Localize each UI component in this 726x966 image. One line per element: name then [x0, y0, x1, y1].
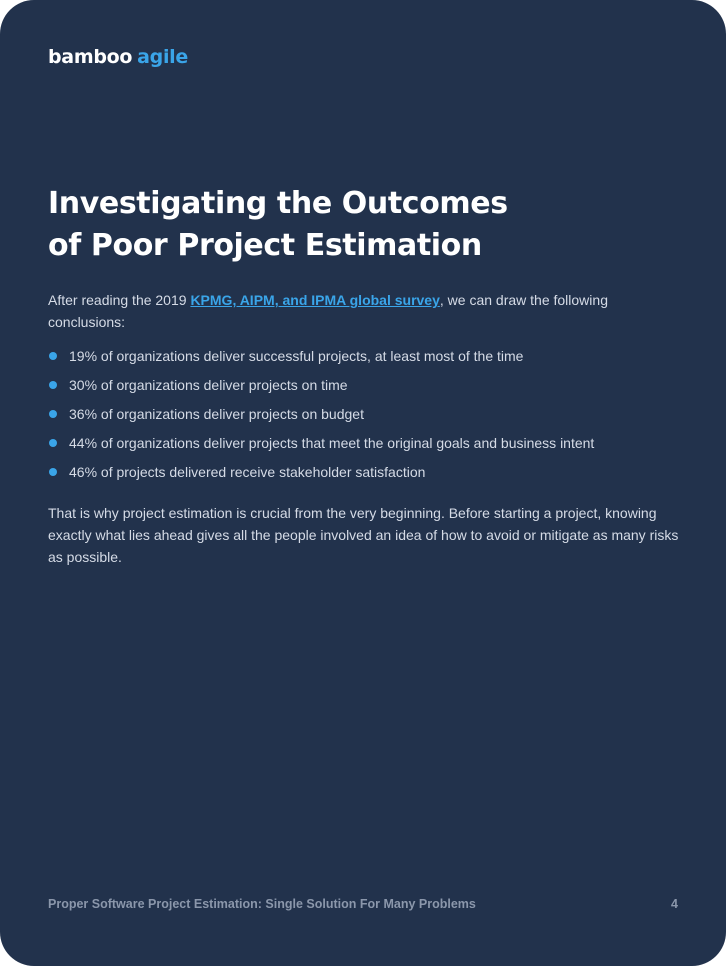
list-item: [48, 374, 688, 403]
logo-word-bamboo: bamboo: [48, 46, 133, 68]
list-item: [48, 432, 688, 461]
bullet-dot-icon: [49, 410, 57, 418]
bullet-dot-icon: [49, 352, 57, 360]
list-item: [48, 345, 688, 374]
page-title: [48, 183, 688, 267]
survey-link[interactable]: KPMG, AIPM, and IPMA global survey: [190, 292, 440, 308]
intro-text-after: , we can draw the following conclusions:: [48, 292, 608, 330]
footer-document-title: Proper Software Project Estimation: Single Solution For Many Problems: [48, 897, 476, 911]
page-number: 4: [671, 897, 678, 911]
list-item-text: 46% of projects delivered receive stakeholder satisfaction: [69, 464, 426, 480]
logo-word-agile: agile: [137, 46, 188, 68]
list-item: [48, 461, 688, 490]
page-title-line-2: of Poor Project Estimation: [48, 228, 482, 263]
list-item: [48, 403, 688, 432]
list-item-text: 36% of organizations deliver projects on budget: [69, 406, 364, 422]
closing-paragraph: That is why project estimation is crucial from the very beginning. Before starting a project, knowing exactly what lies ahead gives all the people involved an idea of how to avoid or mitigate as many risks as possible.: [48, 505, 679, 565]
list-item-text: 30% of organizations deliver projects on time: [69, 377, 348, 393]
bullet-dot-icon: [49, 439, 57, 447]
list-item-text: 19% of organizations deliver successful projects, at least most of the time: [69, 348, 524, 364]
list-item-text: 44% of organizations deliver projects that meet the original goals and business intent: [69, 435, 595, 451]
page-title-line-1: Investigating the Outcomes: [48, 186, 508, 221]
intro-paragraph: [48, 289, 678, 333]
intro-text-before: After reading the 2019: [48, 292, 191, 308]
brand-logo: [48, 45, 188, 69]
conclusions-list: [48, 345, 688, 490]
bullet-dot-icon: [49, 381, 57, 389]
bullet-dot-icon: [49, 468, 57, 476]
